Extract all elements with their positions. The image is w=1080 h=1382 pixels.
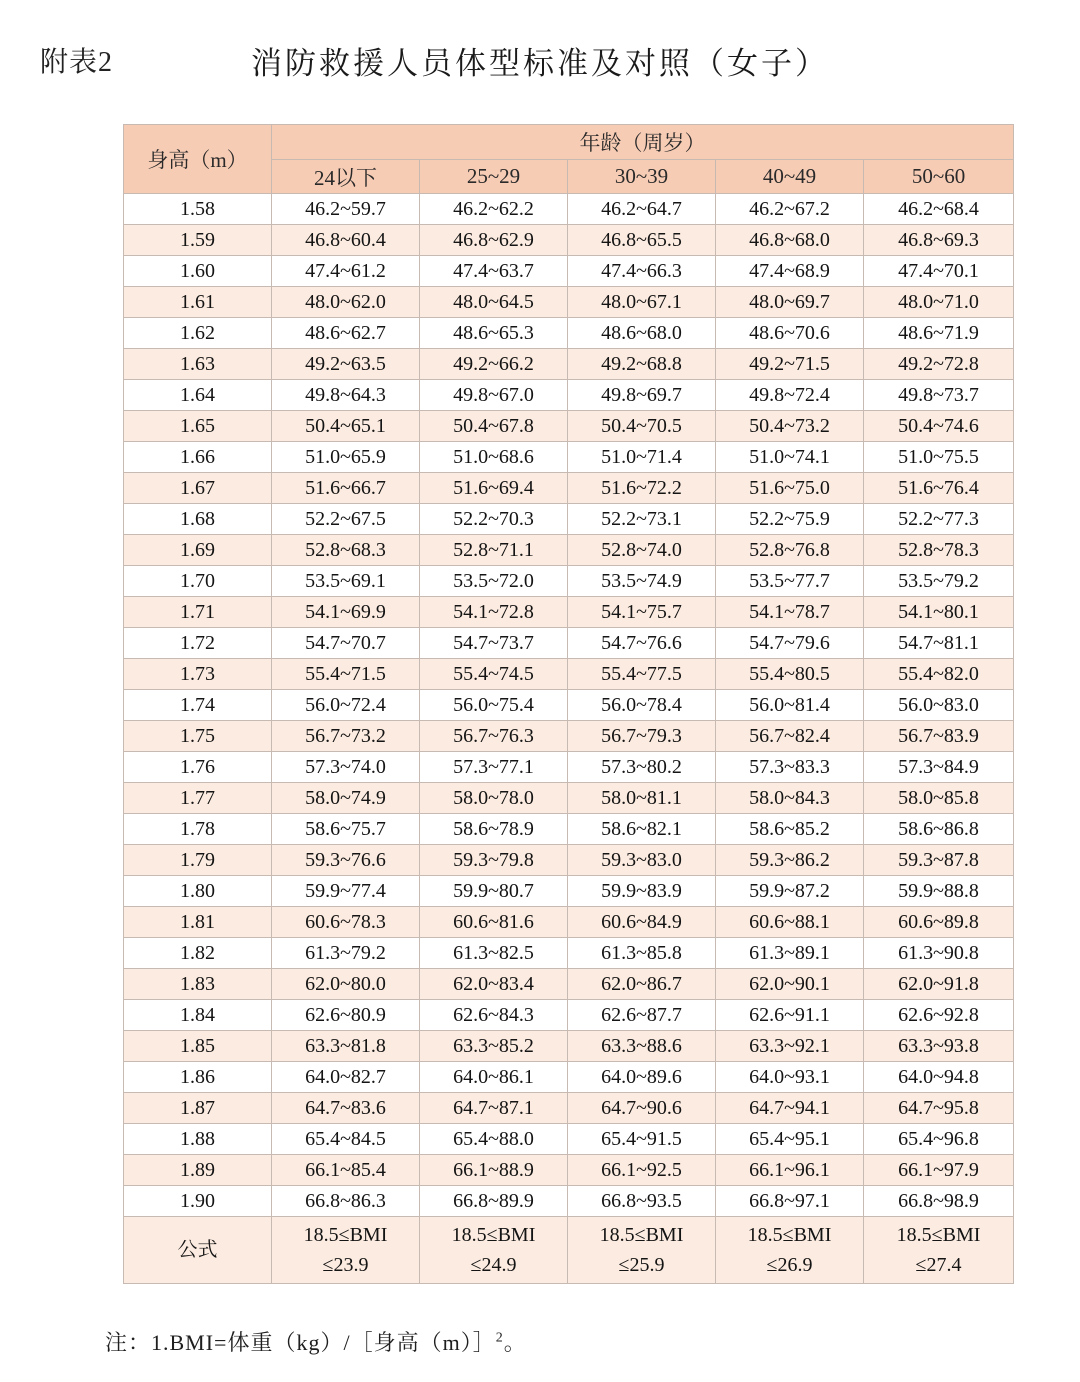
height-cell: 1.76 xyxy=(124,752,272,783)
height-cell: 1.79 xyxy=(124,845,272,876)
weight-range-cell: 54.7~73.7 xyxy=(420,628,568,659)
height-cell: 1.72 xyxy=(124,628,272,659)
weight-range-cell: 49.2~72.8 xyxy=(864,349,1014,380)
table-row xyxy=(124,442,1014,473)
weight-range-cell: 49.2~68.8 xyxy=(568,349,716,380)
weight-range-cell: 58.6~86.8 xyxy=(864,814,1014,845)
weight-range-cell: 52.2~75.9 xyxy=(716,504,864,535)
weight-range-cell: 54.7~76.6 xyxy=(568,628,716,659)
formula-cell: 18.5≤BMI ≤27.4 xyxy=(864,1217,1014,1284)
weight-range-cell: 58.0~84.3 xyxy=(716,783,864,814)
table-body xyxy=(124,194,1014,1284)
weight-range-cell: 63.3~92.1 xyxy=(716,1031,864,1062)
formula-cell: 18.5≤BMI ≤26.9 xyxy=(716,1217,864,1284)
appendix-label: 附表2 xyxy=(40,47,114,78)
weight-range-cell: 62.6~84.3 xyxy=(420,1000,568,1031)
weight-range-cell: 46.8~65.5 xyxy=(568,225,716,256)
age-column-header: 25~29 xyxy=(420,160,568,194)
weight-range-cell: 51.0~74.1 xyxy=(716,442,864,473)
height-cell: 1.73 xyxy=(124,659,272,690)
weight-range-cell: 66.8~98.9 xyxy=(864,1186,1014,1217)
height-cell: 1.74 xyxy=(124,690,272,721)
weight-range-cell: 62.0~83.4 xyxy=(420,969,568,1000)
weight-range-cell: 46.8~62.9 xyxy=(420,225,568,256)
weight-range-cell: 58.0~81.1 xyxy=(568,783,716,814)
height-cell: 1.61 xyxy=(124,287,272,318)
table-row xyxy=(124,566,1014,597)
weight-range-cell: 58.0~85.8 xyxy=(864,783,1014,814)
weight-range-cell: 58.6~75.7 xyxy=(272,814,420,845)
table-row xyxy=(124,907,1014,938)
height-cell: 1.58 xyxy=(124,194,272,225)
weight-range-cell: 51.6~72.2 xyxy=(568,473,716,504)
weight-range-cell: 49.8~69.7 xyxy=(568,380,716,411)
weight-range-cell: 55.4~80.5 xyxy=(716,659,864,690)
weight-range-cell: 61.3~90.8 xyxy=(864,938,1014,969)
height-cell: 1.70 xyxy=(124,566,272,597)
table-row xyxy=(124,194,1014,225)
weight-range-cell: 59.9~88.8 xyxy=(864,876,1014,907)
weight-range-cell: 65.4~88.0 xyxy=(420,1124,568,1155)
weight-range-cell: 54.1~78.7 xyxy=(716,597,864,628)
weight-range-cell: 60.6~89.8 xyxy=(864,907,1014,938)
weight-range-cell: 50.4~73.2 xyxy=(716,411,864,442)
height-cell: 1.65 xyxy=(124,411,272,442)
age-column-header: 50~60 xyxy=(864,160,1014,194)
weight-range-cell: 48.6~70.6 xyxy=(716,318,864,349)
height-cell: 1.60 xyxy=(124,256,272,287)
weight-range-cell: 49.2~66.2 xyxy=(420,349,568,380)
weight-range-cell: 55.4~71.5 xyxy=(272,659,420,690)
weight-range-cell: 65.4~96.8 xyxy=(864,1124,1014,1155)
height-cell: 1.88 xyxy=(124,1124,272,1155)
weight-range-cell: 56.7~79.3 xyxy=(568,721,716,752)
weight-range-cell: 61.3~82.5 xyxy=(420,938,568,969)
weight-range-cell: 51.6~75.0 xyxy=(716,473,864,504)
weight-range-cell: 54.7~81.1 xyxy=(864,628,1014,659)
weight-range-cell: 51.6~76.4 xyxy=(864,473,1014,504)
height-cell: 1.64 xyxy=(124,380,272,411)
weight-range-cell: 64.7~83.6 xyxy=(272,1093,420,1124)
height-cell: 1.62 xyxy=(124,318,272,349)
footnote-text: 注：1.BMI=体重（kg）/［身高（m）］ xyxy=(105,1330,496,1355)
formula-row xyxy=(124,1217,1014,1284)
table-row xyxy=(124,535,1014,566)
weight-range-cell: 46.2~64.7 xyxy=(568,194,716,225)
weight-range-cell: 64.0~94.8 xyxy=(864,1062,1014,1093)
weight-range-cell: 50.4~65.1 xyxy=(272,411,420,442)
height-cell: 1.78 xyxy=(124,814,272,845)
weight-range-cell: 56.7~76.3 xyxy=(420,721,568,752)
height-cell: 1.83 xyxy=(124,969,272,1000)
weight-range-cell: 62.6~91.1 xyxy=(716,1000,864,1031)
weight-range-cell: 54.1~72.8 xyxy=(420,597,568,628)
weight-range-cell: 53.5~77.7 xyxy=(716,566,864,597)
weight-range-cell: 53.5~69.1 xyxy=(272,566,420,597)
table-row xyxy=(124,380,1014,411)
height-cell: 1.90 xyxy=(124,1186,272,1217)
weight-range-cell: 59.3~79.8 xyxy=(420,845,568,876)
table-row xyxy=(124,814,1014,845)
table-row xyxy=(124,1031,1014,1062)
weight-range-cell: 64.7~90.6 xyxy=(568,1093,716,1124)
weight-range-cell: 61.3~79.2 xyxy=(272,938,420,969)
table-row xyxy=(124,659,1014,690)
weight-range-cell: 46.2~68.4 xyxy=(864,194,1014,225)
table-row xyxy=(124,783,1014,814)
table-row xyxy=(124,1155,1014,1186)
weight-range-cell: 48.0~64.5 xyxy=(420,287,568,318)
weight-range-cell: 58.6~85.2 xyxy=(716,814,864,845)
bmi-standard-table xyxy=(123,124,1014,1284)
table-row xyxy=(124,411,1014,442)
table-row xyxy=(124,318,1014,349)
weight-range-cell: 58.6~78.9 xyxy=(420,814,568,845)
weight-range-cell: 52.8~74.0 xyxy=(568,535,716,566)
height-cell: 1.71 xyxy=(124,597,272,628)
height-column-header: 身高（m） xyxy=(124,125,272,194)
weight-range-cell: 51.0~65.9 xyxy=(272,442,420,473)
age-column-header: 40~49 xyxy=(716,160,864,194)
weight-range-cell: 48.0~69.7 xyxy=(716,287,864,318)
height-cell: 1.63 xyxy=(124,349,272,380)
weight-range-cell: 52.2~70.3 xyxy=(420,504,568,535)
weight-range-cell: 57.3~84.9 xyxy=(864,752,1014,783)
weight-range-cell: 59.9~80.7 xyxy=(420,876,568,907)
table-row xyxy=(124,1062,1014,1093)
table-row xyxy=(124,597,1014,628)
height-cell: 1.84 xyxy=(124,1000,272,1031)
weight-range-cell: 46.8~69.3 xyxy=(864,225,1014,256)
weight-range-cell: 64.0~86.1 xyxy=(420,1062,568,1093)
age-group-header: 年龄（周岁） xyxy=(272,125,1014,160)
weight-range-cell: 60.6~84.9 xyxy=(568,907,716,938)
weight-range-cell: 63.3~85.2 xyxy=(420,1031,568,1062)
formula-cell: 18.5≤BMI ≤24.9 xyxy=(420,1217,568,1284)
footnote xyxy=(105,1326,1080,1357)
table-row xyxy=(124,845,1014,876)
weight-range-cell: 65.4~91.5 xyxy=(568,1124,716,1155)
weight-range-cell: 49.2~71.5 xyxy=(716,349,864,380)
height-cell: 1.85 xyxy=(124,1031,272,1062)
height-cell: 1.77 xyxy=(124,783,272,814)
weight-range-cell: 53.5~72.0 xyxy=(420,566,568,597)
weight-range-cell: 59.9~77.4 xyxy=(272,876,420,907)
height-cell: 1.89 xyxy=(124,1155,272,1186)
weight-range-cell: 56.0~78.4 xyxy=(568,690,716,721)
weight-range-cell: 47.4~66.3 xyxy=(568,256,716,287)
height-cell: 1.75 xyxy=(124,721,272,752)
weight-range-cell: 56.0~72.4 xyxy=(272,690,420,721)
weight-range-cell: 48.0~71.0 xyxy=(864,287,1014,318)
table-row xyxy=(124,969,1014,1000)
weight-range-cell: 52.8~78.3 xyxy=(864,535,1014,566)
height-cell: 1.66 xyxy=(124,442,272,473)
table-row xyxy=(124,256,1014,287)
weight-range-cell: 59.3~87.8 xyxy=(864,845,1014,876)
weight-range-cell: 62.6~80.9 xyxy=(272,1000,420,1031)
weight-range-cell: 54.7~70.7 xyxy=(272,628,420,659)
weight-range-cell: 56.7~82.4 xyxy=(716,721,864,752)
table-row xyxy=(124,473,1014,504)
weight-range-cell: 49.2~63.5 xyxy=(272,349,420,380)
weight-range-cell: 62.0~91.8 xyxy=(864,969,1014,1000)
table-row xyxy=(124,752,1014,783)
weight-range-cell: 66.1~92.5 xyxy=(568,1155,716,1186)
weight-range-cell: 64.0~93.1 xyxy=(716,1062,864,1093)
formula-cell: 18.5≤BMI ≤23.9 xyxy=(272,1217,420,1284)
weight-range-cell: 50.4~74.6 xyxy=(864,411,1014,442)
weight-range-cell: 46.2~59.7 xyxy=(272,194,420,225)
weight-range-cell: 66.8~86.3 xyxy=(272,1186,420,1217)
weight-range-cell: 58.6~82.1 xyxy=(568,814,716,845)
table-row xyxy=(124,1093,1014,1124)
height-cell: 1.86 xyxy=(124,1062,272,1093)
weight-range-cell: 52.8~71.1 xyxy=(420,535,568,566)
weight-range-cell: 62.0~90.1 xyxy=(716,969,864,1000)
table-row xyxy=(124,1000,1014,1031)
height-cell: 1.80 xyxy=(124,876,272,907)
weight-range-cell: 51.0~75.5 xyxy=(864,442,1014,473)
weight-range-cell: 64.0~82.7 xyxy=(272,1062,420,1093)
weight-range-cell: 48.6~62.7 xyxy=(272,318,420,349)
weight-range-cell: 50.4~67.8 xyxy=(420,411,568,442)
weight-range-cell: 54.1~80.1 xyxy=(864,597,1014,628)
weight-range-cell: 56.0~83.0 xyxy=(864,690,1014,721)
weight-range-cell: 65.4~84.5 xyxy=(272,1124,420,1155)
weight-range-cell: 47.4~61.2 xyxy=(272,256,420,287)
height-cell: 1.59 xyxy=(124,225,272,256)
weight-range-cell: 46.8~68.0 xyxy=(716,225,864,256)
weight-range-cell: 56.7~83.9 xyxy=(864,721,1014,752)
age-column-header: 24以下 xyxy=(272,160,420,194)
weight-range-cell: 58.0~74.9 xyxy=(272,783,420,814)
table-row xyxy=(124,876,1014,907)
weight-range-cell: 58.0~78.0 xyxy=(420,783,568,814)
weight-range-cell: 47.4~70.1 xyxy=(864,256,1014,287)
weight-range-cell: 56.0~75.4 xyxy=(420,690,568,721)
weight-range-cell: 66.1~88.9 xyxy=(420,1155,568,1186)
height-cell: 1.82 xyxy=(124,938,272,969)
weight-range-cell: 54.7~79.6 xyxy=(716,628,864,659)
weight-range-cell: 52.8~68.3 xyxy=(272,535,420,566)
table-head xyxy=(124,125,1014,194)
weight-range-cell: 52.2~77.3 xyxy=(864,504,1014,535)
weight-range-cell: 48.0~62.0 xyxy=(272,287,420,318)
formula-cell: 18.5≤BMI ≤25.9 xyxy=(568,1217,716,1284)
weight-range-cell: 60.6~81.6 xyxy=(420,907,568,938)
weight-range-cell: 54.1~69.9 xyxy=(272,597,420,628)
weight-range-cell: 47.4~68.9 xyxy=(716,256,864,287)
weight-range-cell: 57.3~77.1 xyxy=(420,752,568,783)
height-cell: 1.81 xyxy=(124,907,272,938)
weight-range-cell: 51.0~68.6 xyxy=(420,442,568,473)
weight-range-cell: 61.3~85.8 xyxy=(568,938,716,969)
weight-range-cell: 50.4~70.5 xyxy=(568,411,716,442)
weight-range-cell: 55.4~82.0 xyxy=(864,659,1014,690)
weight-range-cell: 64.7~94.1 xyxy=(716,1093,864,1124)
weight-range-cell: 48.6~71.9 xyxy=(864,318,1014,349)
weight-range-cell: 66.8~97.1 xyxy=(716,1186,864,1217)
weight-range-cell: 49.8~73.7 xyxy=(864,380,1014,411)
weight-range-cell: 49.8~72.4 xyxy=(716,380,864,411)
document-header xyxy=(0,0,1080,124)
weight-range-cell: 66.8~93.5 xyxy=(568,1186,716,1217)
footnote-superscript: 2 xyxy=(495,1330,504,1346)
weight-range-cell: 66.8~89.9 xyxy=(420,1186,568,1217)
weight-range-cell: 57.3~80.2 xyxy=(568,752,716,783)
height-cell: 1.87 xyxy=(124,1093,272,1124)
weight-range-cell: 62.0~86.7 xyxy=(568,969,716,1000)
weight-range-cell: 49.8~64.3 xyxy=(272,380,420,411)
weight-range-cell: 57.3~74.0 xyxy=(272,752,420,783)
weight-range-cell: 52.8~76.8 xyxy=(716,535,864,566)
table-row xyxy=(124,938,1014,969)
weight-range-cell: 66.1~97.9 xyxy=(864,1155,1014,1186)
table-row xyxy=(124,721,1014,752)
weight-range-cell: 55.4~77.5 xyxy=(568,659,716,690)
table-row xyxy=(124,287,1014,318)
weight-range-cell: 48.0~67.1 xyxy=(568,287,716,318)
weight-range-cell: 59.9~87.2 xyxy=(716,876,864,907)
weight-range-cell: 64.7~95.8 xyxy=(864,1093,1014,1124)
weight-range-cell: 51.6~69.4 xyxy=(420,473,568,504)
height-cell: 1.69 xyxy=(124,535,272,566)
weight-range-cell: 63.3~81.8 xyxy=(272,1031,420,1062)
weight-range-cell: 59.3~83.0 xyxy=(568,845,716,876)
weight-range-cell: 62.0~80.0 xyxy=(272,969,420,1000)
weight-range-cell: 49.8~67.0 xyxy=(420,380,568,411)
table-row xyxy=(124,628,1014,659)
weight-range-cell: 55.4~74.5 xyxy=(420,659,568,690)
weight-range-cell: 60.6~78.3 xyxy=(272,907,420,938)
weight-range-cell: 61.3~89.1 xyxy=(716,938,864,969)
weight-range-cell: 59.9~83.9 xyxy=(568,876,716,907)
height-cell: 1.67 xyxy=(124,473,272,504)
table-row xyxy=(124,349,1014,380)
footnote-period: 。 xyxy=(503,1330,527,1355)
weight-range-cell: 53.5~79.2 xyxy=(864,566,1014,597)
weight-range-cell: 66.1~96.1 xyxy=(716,1155,864,1186)
weight-range-cell: 57.3~83.3 xyxy=(716,752,864,783)
table-row xyxy=(124,690,1014,721)
height-cell: 1.68 xyxy=(124,504,272,535)
weight-range-cell: 62.6~87.7 xyxy=(568,1000,716,1031)
weight-range-cell: 46.2~67.2 xyxy=(716,194,864,225)
weight-range-cell: 51.0~71.4 xyxy=(568,442,716,473)
weight-range-cell: 59.3~76.6 xyxy=(272,845,420,876)
weight-range-cell: 54.1~75.7 xyxy=(568,597,716,628)
weight-range-cell: 64.7~87.1 xyxy=(420,1093,568,1124)
weight-range-cell: 64.0~89.6 xyxy=(568,1062,716,1093)
weight-range-cell: 62.6~92.8 xyxy=(864,1000,1014,1031)
weight-range-cell: 56.0~81.4 xyxy=(716,690,864,721)
weight-range-cell: 46.2~62.2 xyxy=(420,194,568,225)
weight-range-cell: 63.3~88.6 xyxy=(568,1031,716,1062)
weight-range-cell: 63.3~93.8 xyxy=(864,1031,1014,1062)
age-column-header: 30~39 xyxy=(568,160,716,194)
table-row xyxy=(124,1124,1014,1155)
weight-range-cell: 47.4~63.7 xyxy=(420,256,568,287)
weight-range-cell: 52.2~67.5 xyxy=(272,504,420,535)
page-title: 消防救援人员体型标准及对照（女子） xyxy=(251,46,829,81)
weight-range-cell: 56.7~73.2 xyxy=(272,721,420,752)
weight-range-cell: 51.6~66.7 xyxy=(272,473,420,504)
table-row xyxy=(124,1186,1014,1217)
table-row xyxy=(124,225,1014,256)
weight-range-cell: 59.3~86.2 xyxy=(716,845,864,876)
weight-range-cell: 60.6~88.1 xyxy=(716,907,864,938)
weight-range-cell: 48.6~65.3 xyxy=(420,318,568,349)
formula-label-cell: 公式 xyxy=(124,1217,272,1284)
weight-range-cell: 53.5~74.9 xyxy=(568,566,716,597)
weight-range-cell: 66.1~85.4 xyxy=(272,1155,420,1186)
weight-range-cell: 48.6~68.0 xyxy=(568,318,716,349)
table-row xyxy=(124,504,1014,535)
weight-range-cell: 46.8~60.4 xyxy=(272,225,420,256)
weight-range-cell: 52.2~73.1 xyxy=(568,504,716,535)
weight-range-cell: 65.4~95.1 xyxy=(716,1124,864,1155)
